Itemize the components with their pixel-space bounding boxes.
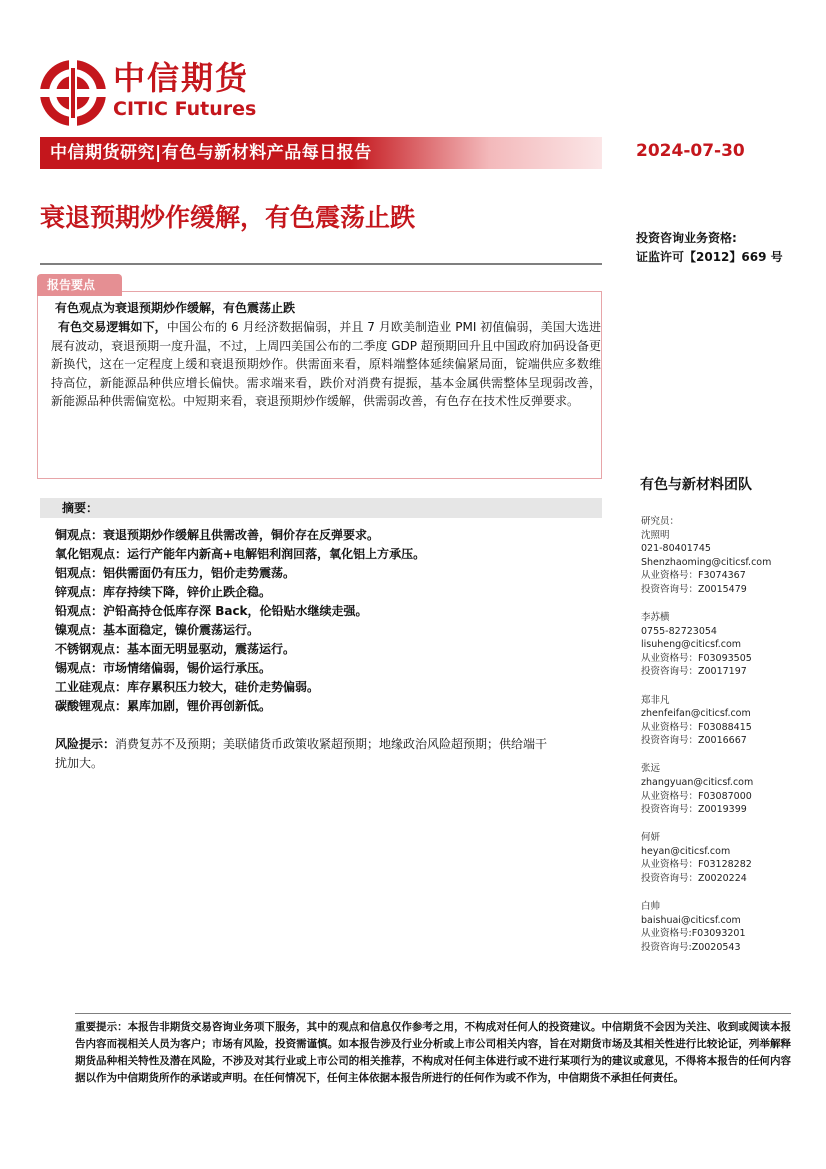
member-advisory-id: 投资咨询号：Z0015479 <box>641 583 747 595</box>
summary-label: 摘要： <box>62 501 99 515</box>
view-alumina: 氧化铝观点：运行产能年内新高+电解铝利润回落，氧化铝上方承压。 <box>55 547 426 561</box>
member-name: 沈照明 <box>641 529 670 541</box>
report-date: 2024-07-30 <box>636 141 745 161</box>
member-email: zhenfeifan@citicsf.com <box>641 708 751 720</box>
view-aluminum: 铝观点：铝供需面仍有压力，铝价走势震荡。 <box>55 566 296 580</box>
key-points-text: 中国公布的 6 月经济数据偏弱，并且 7 月欧美制造业 PMI 初值偏弱，美国大选进展有波动，衰退预期一度升温，不过，上周四美国公布的二季度 GDP 超预期回升且中国政府加码设备更新换代，这在一定程度上缓和衰退预期炒作。供需面来看，原料端整体延续偏紧局面，锭端供应多数维持高位，新能源品种供应增长偏快。需求端来看，跌价对消费有提振，基本金属供需整体呈现弱改善，新能源品种供需偏宽松。中短期来看，衰退预期炒作缓解，供需弱改善，有色存在技术性反弹要求。 <box>51 320 601 409</box>
team-member <box>641 529 771 597</box>
view-copper: 铜观点：衰退预期炒作缓解且供需改善，铜价存在反弹要求。 <box>55 528 380 542</box>
member-name: 何妍 <box>641 832 661 844</box>
member-phone: 0755-82723054 <box>641 625 717 637</box>
member-practice-id: 从业资格号：F03088415 <box>641 721 752 733</box>
view-lithium-carbonate: 碳酸锂观点：累库加剧，锂价再创新低。 <box>55 699 272 713</box>
member-name: 白帅 <box>641 901 661 913</box>
team-header: 研究员： <box>641 516 680 527</box>
title-divider <box>40 263 602 265</box>
qualification-license: 证监许可【2012】669 号 <box>636 250 783 264</box>
brand-name-en: CITIC Futures <box>113 98 257 120</box>
member-practice-id: 从业资格号：F3074367 <box>641 570 746 582</box>
key-points-tab-label: 报告要点 <box>47 278 96 292</box>
view-nickel: 镍观点：基本面稳定，镍价震荡运行。 <box>55 623 260 637</box>
member-advisory-id: 投资咨询号：Z0020224 <box>641 873 747 885</box>
member-email: baishuai@citicsf.com <box>641 914 741 926</box>
member-practice-id: 从业资格号:F03093201 <box>641 928 746 940</box>
disclaimer-divider <box>75 1013 791 1014</box>
member-practice-id: 从业资格号：F03093505 <box>641 652 752 664</box>
risk-label: 风险提示： <box>55 737 116 751</box>
view-industrial-silicon: 工业硅观点：库存累积压力较大，硅价走势偏弱。 <box>55 680 320 694</box>
member-email: Shenzhaoming@citicsf.com <box>641 556 772 568</box>
member-advisory-id: 投资咨询号:Z0020543 <box>641 941 741 953</box>
member-name: 郑非凡 <box>641 694 670 706</box>
member-email: zhangyuan@citicsf.com <box>641 777 754 788</box>
team-list <box>641 515 771 969</box>
key-points-body <box>51 318 601 411</box>
member-name: 张远 <box>641 763 661 775</box>
risk-text: 消费复苏不及预期；美联储货币政策收紧超预期；地缘政治风险超预期；供给端干扰加大。 <box>55 737 548 770</box>
member-email: lisuheng@citicsf.com <box>641 639 742 651</box>
view-list <box>55 526 425 716</box>
disclaimer: 重要提示：本报告非期货交易咨询业务项下服务，其中的观点和信息仅作参考之用，不构成对任何人的投资建议。中信期货不会因为关注、收到或阅读本报告内容而视相关人员为客户；市场有风险，投资需谨慎。如本报告涉及行业分析或上市公司相关内容，旨在对期货市场及其相关性进行比较论证，列举解释期货品种相关特性及潜在风险，不涉及对其行业或上市公司的相关推荐，不构成对任何主体进行或不进行某项行为的建议或意见，不得将本报告的任何内容据以作为中信期货所作的承诺或声明。在任何情况下，任何主体依据本报告所进行的任何作为或不作为，中信期货不承担任何责任。 <box>75 1021 791 1084</box>
team-member <box>641 694 771 748</box>
brand-name-cn: 中信期货 <box>113 59 250 97</box>
member-advisory-id: 投资咨询号：Z0016667 <box>641 735 747 747</box>
team-member <box>641 611 771 679</box>
team-member <box>641 900 771 954</box>
key-points-lead: 有色交易逻辑如下， <box>58 320 167 334</box>
team-title: 有色与新材料团队 <box>640 477 752 493</box>
member-phone: 021-80401745 <box>641 543 711 555</box>
team-member <box>641 831 771 885</box>
view-zinc: 锌观点：库存持续下降，锌价止跌企稳。 <box>55 585 272 599</box>
key-points-headline: 有色观点为衰退预期炒作缓解，有色震荡止跌 <box>55 301 296 315</box>
member-email: heyan@citicsf.com <box>641 845 731 857</box>
view-tin: 锡观点：市场情绪偏弱，锡价运行承压。 <box>55 661 272 675</box>
report-series-label: 中信期货研究|有色与新材料产品每日报告 <box>50 143 372 163</box>
view-stainless-steel: 不锈钢观点：基本面无明显驱动，震荡运行。 <box>55 642 296 656</box>
member-practice-id: 从业资格号：F03087000 <box>641 790 752 802</box>
page-title: 衰退预期炒作缓解，有色震荡止跌 <box>40 203 416 232</box>
qualification-label: 投资咨询业务资格: <box>636 231 737 245</box>
citic-logo-icon <box>38 58 108 128</box>
member-name: 李苏横 <box>641 612 670 624</box>
risk-warning <box>55 735 555 773</box>
member-practice-id: 从业资格号：F03128282 <box>641 859 752 871</box>
summary-bar <box>40 498 602 518</box>
member-advisory-id: 投资咨询号：Z0017197 <box>641 666 747 678</box>
member-advisory-id: 投资咨询号：Z0019399 <box>641 804 747 816</box>
team-member <box>641 762 771 816</box>
view-lead: 铅观点：沪铅高持仓低库存深 Back，伦铅贴水继续走强。 <box>55 604 368 618</box>
